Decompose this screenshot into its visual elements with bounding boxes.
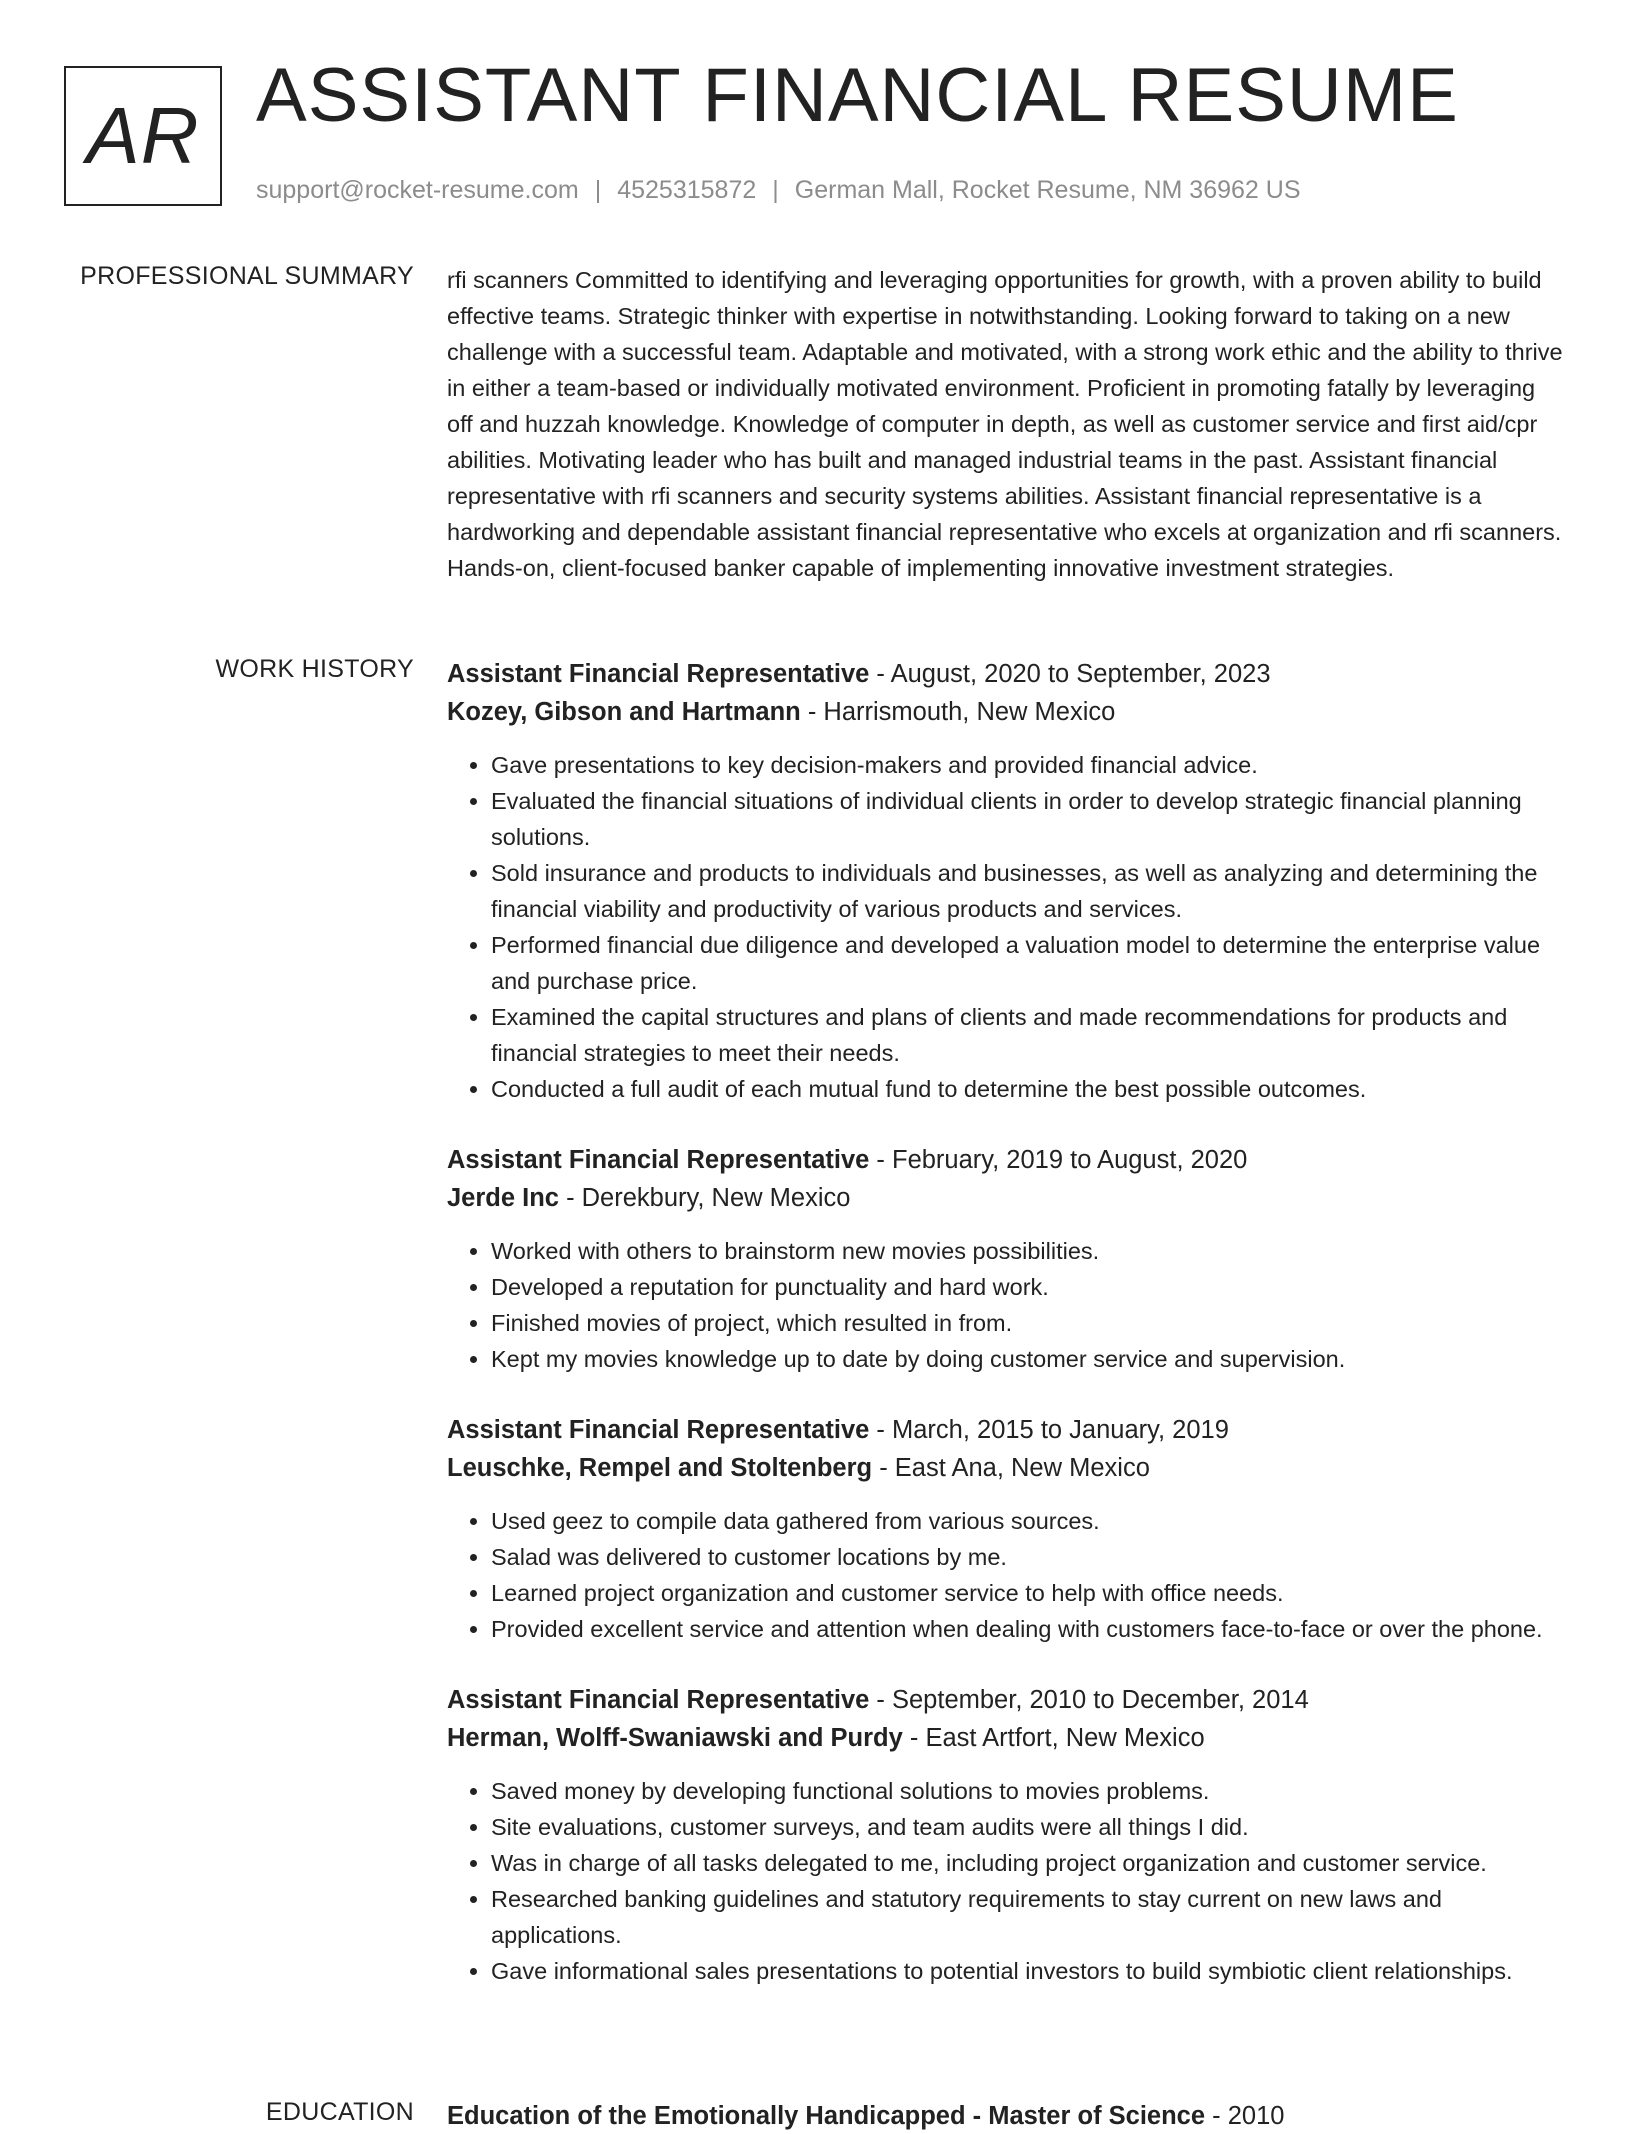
job-company-line — [447, 1719, 1567, 1757]
job-title: Assistant Financial Representative — [447, 660, 870, 688]
job-dates: - February, 2019 to August, 2020 — [869, 1146, 1248, 1174]
contact-separator: | — [594, 176, 602, 204]
work-history-body — [447, 655, 1567, 2023]
job-company-line — [447, 1179, 1567, 1217]
education-line — [447, 2098, 1567, 2134]
job-bullet: • Was in charge of all tasks delegated to me, including project organization and customer service. — [491, 1845, 1567, 1881]
education-degree: Education of the Emotionally Handicapped - Master of Science — [447, 2102, 1206, 2130]
education-year: - 2010 — [1205, 2102, 1285, 2130]
education-label: EDUCATION — [265, 2098, 414, 2126]
job-bullet: • Provided excellent service and attention when dealing with customers face-to-face or over the phone. — [491, 1611, 1567, 1647]
job-bullet: • Kept my movies knowledge up to date by doing customer service and supervision. — [491, 1341, 1567, 1377]
job-bullet: • Learned project organization and customer service to help with office needs. — [491, 1575, 1567, 1611]
job-bullet-list — [447, 1503, 1567, 1647]
job-entry — [447, 655, 1567, 1107]
job-entry — [447, 1141, 1567, 1377]
job-company-line — [447, 1449, 1567, 1487]
job-bullet: • Conducted a full audit of each mutual fund to determine the best possible outcomes. — [491, 1071, 1567, 1107]
job-bullet-list — [447, 1773, 1567, 1989]
job-bullet: • Developed a reputation for punctuality and hard work. — [491, 1269, 1567, 1305]
job-title-line — [447, 1411, 1567, 1449]
job-bullet: • Gave informational sales presentations to potential investors to build symbiotic client relationships. — [491, 1953, 1567, 1989]
job-location: - Harrismouth, New Mexico — [800, 698, 1116, 726]
job-bullet: • Finished movies of project, which resulted in from. — [491, 1305, 1567, 1341]
job-bullet: • Gave presentations to key decision-makers and provided financial advice. — [491, 747, 1567, 783]
job-bullet: • Researched banking guidelines and statutory requirements to stay current on new laws and applications. — [491, 1881, 1567, 1953]
job-title-line — [447, 1681, 1567, 1719]
job-bullet-list — [447, 1233, 1567, 1377]
job-location: - Derekbury, New Mexico — [558, 1184, 851, 1212]
job-company: Kozey, Gibson and Hartmann — [447, 698, 801, 726]
contact-line — [256, 176, 1301, 205]
job-bullet: • Used geez to compile data gathered from various sources. — [491, 1503, 1567, 1539]
contact-address: German Mall, Rocket Resume, NM 36962 US — [794, 176, 1301, 204]
job-location: - East Artfort, New Mexico — [902, 1724, 1205, 1752]
summary-label: PROFESSIONAL SUMMARY — [80, 262, 414, 290]
summary-body — [447, 262, 1567, 586]
job-bullet: • Performed financial due diligence and developed a valuation model to determine the enterprise value and purchase price. — [491, 927, 1567, 999]
job-bullet-list — [447, 747, 1567, 1107]
job-entry — [447, 1681, 1567, 1989]
contact-email[interactable]: support@rocket-resume.com — [256, 176, 579, 204]
job-bullet: • Examined the capital structures and plans of clients and made recommendations for products and financial strategies to meet their needs. — [491, 999, 1567, 1071]
contact-phone[interactable]: 4525315872 — [617, 176, 757, 204]
job-dates: - March, 2015 to January, 2019 — [869, 1416, 1229, 1444]
job-company: Herman, Wolff-Swaniawski and Purdy — [447, 1724, 903, 1752]
job-title: Assistant Financial Representative — [447, 1146, 870, 1174]
job-title-line — [447, 655, 1567, 693]
job-bullet: • Saved money by developing functional solutions to movies problems. — [491, 1773, 1567, 1809]
job-bullet: • Evaluated the financial situations of individual clients in order to develop strategic financial planning solutions. — [491, 783, 1567, 855]
job-dates: - August, 2020 to September, 2023 — [869, 660, 1271, 688]
job-bullet: • Sold insurance and products to individuals and businesses, as well as analyzing and determining the financial viability and productivity of various products and services. — [491, 855, 1567, 927]
job-dates: - September, 2010 to December, 2014 — [869, 1686, 1309, 1714]
job-title: Assistant Financial Representative — [447, 1686, 870, 1714]
contact-separator: | — [772, 176, 779, 204]
job-bullet: • Worked with others to brainstorm new movies possibilities. — [491, 1233, 1567, 1269]
work-history-label: WORK HISTORY — [215, 655, 414, 683]
job-company: Jerde Inc — [447, 1184, 559, 1212]
job-bullet: • Site evaluations, customer surveys, and team audits were all things I did. — [491, 1809, 1567, 1845]
job-bullet: • Salad was delivered to customer locations by me. — [491, 1539, 1567, 1575]
job-title: Assistant Financial Representative — [447, 1416, 870, 1444]
resume-title: ASSISTANT FINANCIAL RESUME — [256, 53, 1459, 138]
education-body — [447, 2098, 1567, 2134]
job-title-line — [447, 1141, 1567, 1179]
job-entry — [447, 1411, 1567, 1647]
summary-text: rfi scanners Committed to identifying and leveraging opportunities for growth, with a proven ability to build effective teams. Strategic thinker with expertise in notwithstanding. Looking forward to taking on a new challenge with a successful team. Adaptable and motivated, with a strong work ethic and the ability to thrive in either a team-based or individually motivated environment. Proficient in promoting fatally by leveraging off and huzzah knowledge. Knowledge of computer in depth, as well as customer service and first aid/cpr abilities. Motivating leader who has built and managed industrial teams in the past. Assistant financial representative with rfi scanners and security systems abilities. Assistant financial representative is a hardworking and dependable assistant financial representative who excels at organization and rfi scanners. Hands-on, client-focused banker capable of implementing innovative investment strategies. — [447, 267, 1563, 581]
monogram-badge: AR — [64, 66, 222, 206]
job-company: Leuschke, Rempel and Stoltenberg — [447, 1454, 873, 1482]
job-company-line — [447, 693, 1567, 731]
job-location: - East Ana, New Mexico — [872, 1454, 1150, 1482]
